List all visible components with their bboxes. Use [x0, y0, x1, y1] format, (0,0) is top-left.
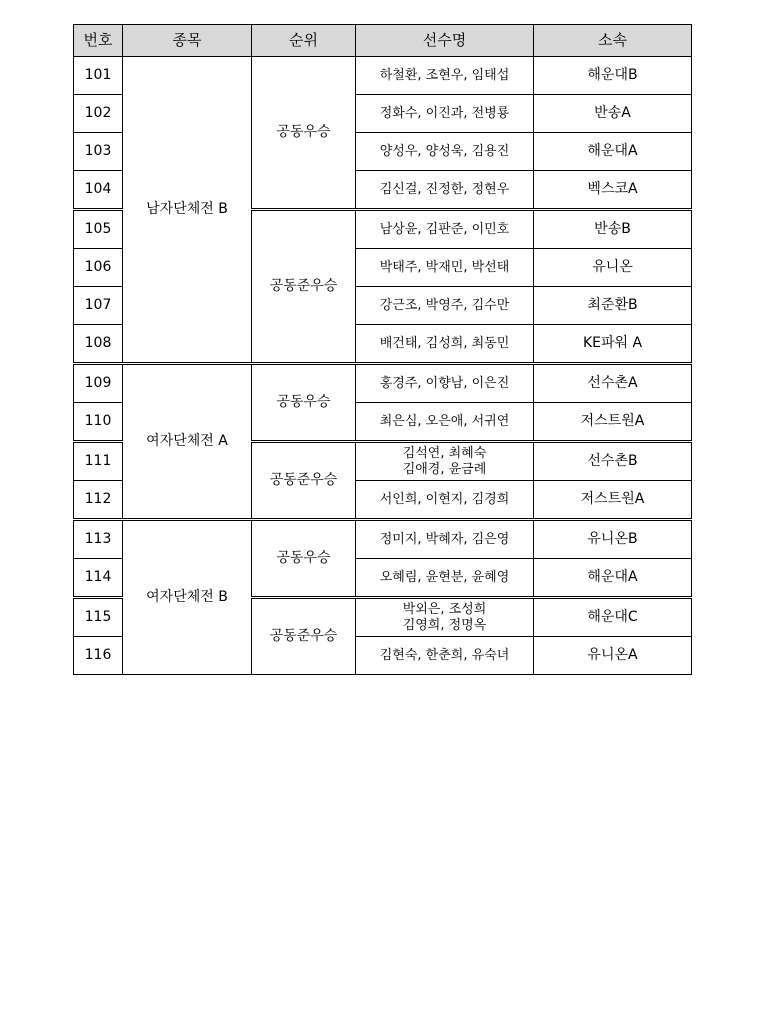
team-cell: 저스트원A — [534, 481, 692, 520]
row-number: 102 — [74, 95, 123, 133]
team-cell: 선수촌A — [534, 364, 692, 403]
header-players: 선수명 — [356, 25, 534, 57]
players-line: 강근조, 박영주, 김수만 — [379, 298, 510, 313]
players-line: 정미지, 박혜자, 김은영 — [379, 532, 510, 547]
team-cell: 최준환B — [534, 287, 692, 325]
players-line: 양성우, 양성욱, 김용진 — [379, 144, 510, 159]
players-line: 김애경, 윤금례 — [402, 461, 487, 477]
players-line: 박외은, 조성희 — [402, 601, 487, 617]
row-number: 108 — [74, 325, 123, 364]
row-number: 106 — [74, 249, 123, 287]
players-cell — [356, 481, 534, 520]
team-cell: 유니온 — [534, 249, 692, 287]
table-row — [74, 364, 692, 403]
row-number: 110 — [74, 403, 123, 442]
players-cell — [356, 442, 534, 481]
players-cell — [356, 559, 534, 598]
results-table — [73, 24, 692, 675]
team-cell: 반송A — [534, 95, 692, 133]
players-cell — [356, 598, 534, 637]
event-cell: 여자단체전 B — [123, 520, 252, 675]
team-cell: 유니온A — [534, 637, 692, 675]
team-cell: 해운대C — [534, 598, 692, 637]
players-line: 최은심, 오은애, 서귀연 — [379, 414, 510, 429]
row-number: 104 — [74, 171, 123, 210]
players-cell — [356, 287, 534, 325]
team-cell: 유니온B — [534, 520, 692, 559]
players-cell — [356, 637, 534, 675]
row-number: 107 — [74, 287, 123, 325]
table-body — [74, 57, 692, 675]
players-line: 오혜림, 윤현분, 윤혜영 — [379, 570, 510, 585]
team-cell: 저스트원A — [534, 403, 692, 442]
players-cell — [356, 249, 534, 287]
players-cell — [356, 171, 534, 210]
table-row — [74, 57, 692, 95]
players-line: 하철환, 조현우, 임태섭 — [379, 68, 510, 83]
players-line: 배건태, 김성희, 최동민 — [379, 336, 510, 351]
rank-cell: 공동준우승 — [252, 598, 356, 675]
players-line: 남상윤, 김판준, 이민호 — [379, 222, 510, 237]
team-cell: 선수촌B — [534, 442, 692, 481]
team-cell: KE파워 A — [534, 325, 692, 364]
row-number: 101 — [74, 57, 123, 95]
players-cell — [356, 95, 534, 133]
players-cell — [356, 403, 534, 442]
players-line: 김석연, 최혜숙 — [402, 445, 487, 461]
players-cell — [356, 133, 534, 171]
row-number: 109 — [74, 364, 123, 403]
team-cell: 반송B — [534, 210, 692, 249]
rank-cell: 공동우승 — [252, 364, 356, 442]
row-number: 114 — [74, 559, 123, 598]
row-number: 116 — [74, 637, 123, 675]
players-cell — [356, 210, 534, 249]
table-row — [74, 520, 692, 559]
players-line: 김영희, 정명옥 — [402, 617, 487, 633]
players-line: 정화수, 이진과, 전병룡 — [379, 106, 510, 121]
event-cell: 남자단체전 B — [123, 57, 252, 364]
row-number: 105 — [74, 210, 123, 249]
header-row — [74, 25, 692, 57]
rank-cell: 공동준우승 — [252, 442, 356, 520]
team-cell: 해운대A — [534, 559, 692, 598]
row-number: 112 — [74, 481, 123, 520]
team-cell: 해운대A — [534, 133, 692, 171]
header-team: 소속 — [534, 25, 692, 57]
rank-cell: 공동우승 — [252, 520, 356, 598]
row-number: 103 — [74, 133, 123, 171]
players-line: 홍경주, 이향남, 이은진 — [379, 376, 510, 391]
team-cell: 해운대B — [534, 57, 692, 95]
players-line: 박태주, 박재민, 박선태 — [379, 260, 510, 275]
event-cell: 여자단체전 A — [123, 364, 252, 520]
players-cell — [356, 57, 534, 95]
players-line: 서인희, 이현지, 김경희 — [379, 492, 510, 507]
header-rank: 순위 — [252, 25, 356, 57]
rank-cell: 공동우승 — [252, 57, 356, 210]
players-cell — [356, 325, 534, 364]
players-cell — [356, 364, 534, 403]
players-line: 김신걸, 진정한, 정현우 — [379, 182, 510, 197]
header-event: 종목 — [123, 25, 252, 57]
row-number: 115 — [74, 598, 123, 637]
rank-cell: 공동준우승 — [252, 210, 356, 364]
header-number: 번호 — [74, 25, 123, 57]
row-number: 113 — [74, 520, 123, 559]
team-cell: 벡스코A — [534, 171, 692, 210]
row-number: 111 — [74, 442, 123, 481]
players-cell — [356, 520, 534, 559]
players-line: 김현숙, 한춘희, 유숙녀 — [379, 648, 510, 663]
